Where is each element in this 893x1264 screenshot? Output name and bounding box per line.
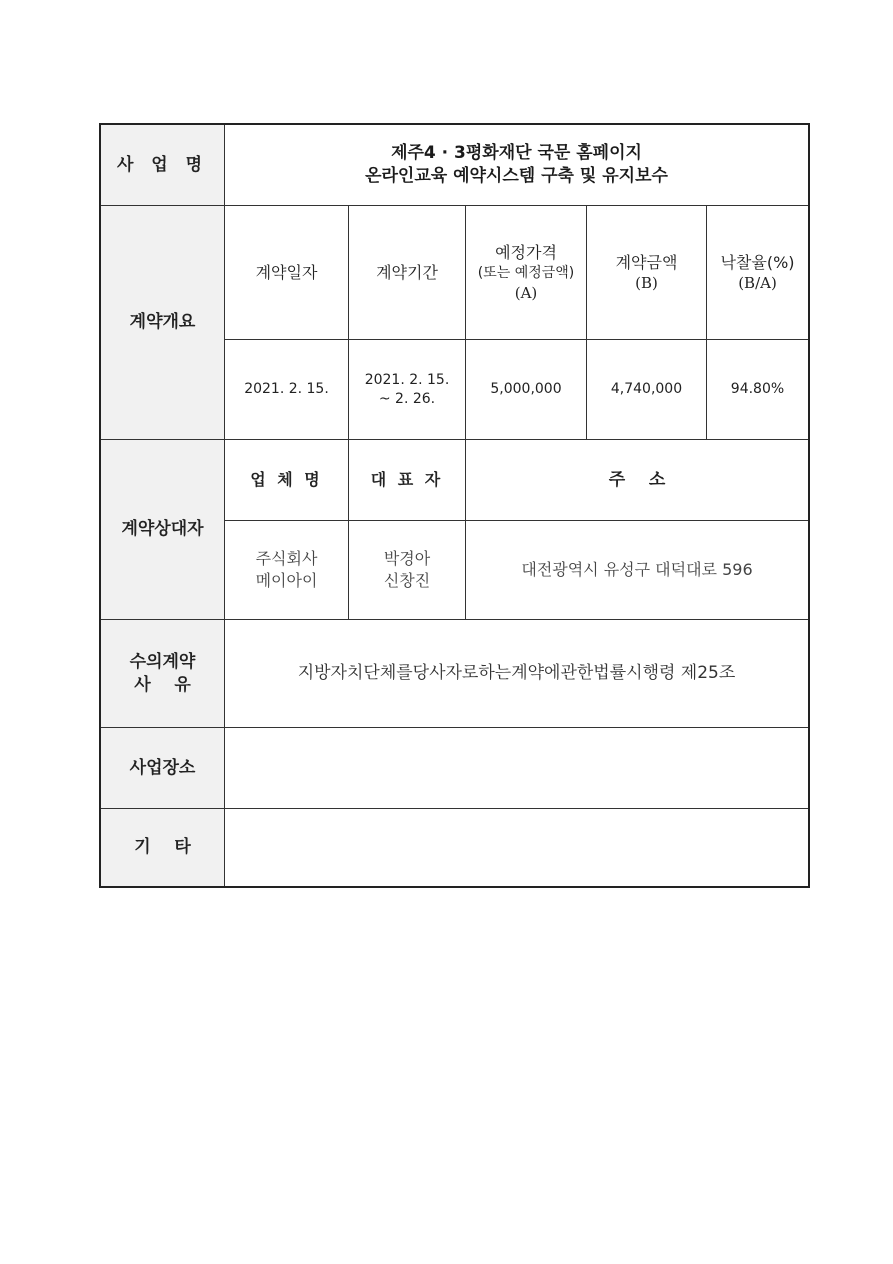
company-header: 업 체 명	[250, 470, 323, 490]
estimated-price-value: 5,000,000	[490, 381, 562, 398]
company-value	[225, 521, 348, 619]
other-label: 기 타	[134, 837, 191, 858]
contract-period-value	[349, 340, 465, 439]
representative-value-line2: 신창진	[383, 571, 431, 590]
project-location-label: 사업장소	[129, 757, 196, 778]
estimated-price-header-line3: (A)	[514, 283, 538, 302]
project-title-line2: 온라인교육 예약시스템 구축 및 유지보수	[365, 166, 668, 186]
contract-period-value-line1: 2021. 2. 15.	[364, 371, 450, 388]
other-value	[225, 809, 808, 886]
address-value: 대전광역시 유성구 대덕대로 596	[521, 560, 753, 580]
private-reason-label-line2: 사 유	[134, 674, 191, 695]
private-reason-text: 지방자치단체를당사자로하는계약에관한법률시행령 제25조	[297, 663, 736, 684]
bid-rate-value: 94.80%	[730, 381, 785, 398]
representative-value	[349, 521, 465, 619]
project-location-value	[225, 728, 808, 808]
bid-rate-header	[707, 206, 808, 339]
private-reason-label	[101, 620, 224, 727]
estimated-price-header-line2: (또는 예정금액)	[477, 264, 575, 281]
estimated-price-header	[466, 206, 586, 339]
project-name-label: 사 업 명	[116, 154, 209, 175]
bid-rate-header-line2: (B/A)	[738, 274, 777, 293]
representative-header: 대 표 자	[370, 470, 444, 490]
contract-date-header: 계약일자	[255, 262, 318, 282]
contract-amount-header-line2: (B)	[635, 274, 658, 293]
project-title	[225, 125, 808, 205]
contract-amount-header-line1: 계약금액	[615, 252, 678, 272]
representative-value-line1: 박경아	[383, 549, 431, 569]
contract-party-label: 계약상대자	[121, 519, 204, 540]
bid-rate-header-line1: 낙찰율(%)	[720, 252, 795, 272]
company-value-line1: 주식회사	[255, 549, 318, 569]
address-header: 주 소	[608, 469, 666, 490]
contract-period-header: 계약기간	[376, 262, 438, 282]
contract-overview-label: 계약개요	[129, 312, 196, 333]
contract-amount-value: 4,740,000	[610, 381, 683, 398]
contract-date-value: 2021. 2. 15.	[244, 381, 329, 398]
project-title-line1: 제주4 · 3평화재단 국문 홈페이지	[391, 143, 642, 164]
private-reason-label-line1: 수의계약	[129, 651, 196, 672]
contract-amount-header	[587, 206, 706, 339]
contract-period-value-line2: ~ 2. 26.	[378, 390, 436, 407]
contract-info-table	[99, 123, 810, 888]
company-value-line2: 메이아이	[255, 571, 318, 590]
estimated-price-header-line1: 예정가격	[495, 243, 557, 263]
